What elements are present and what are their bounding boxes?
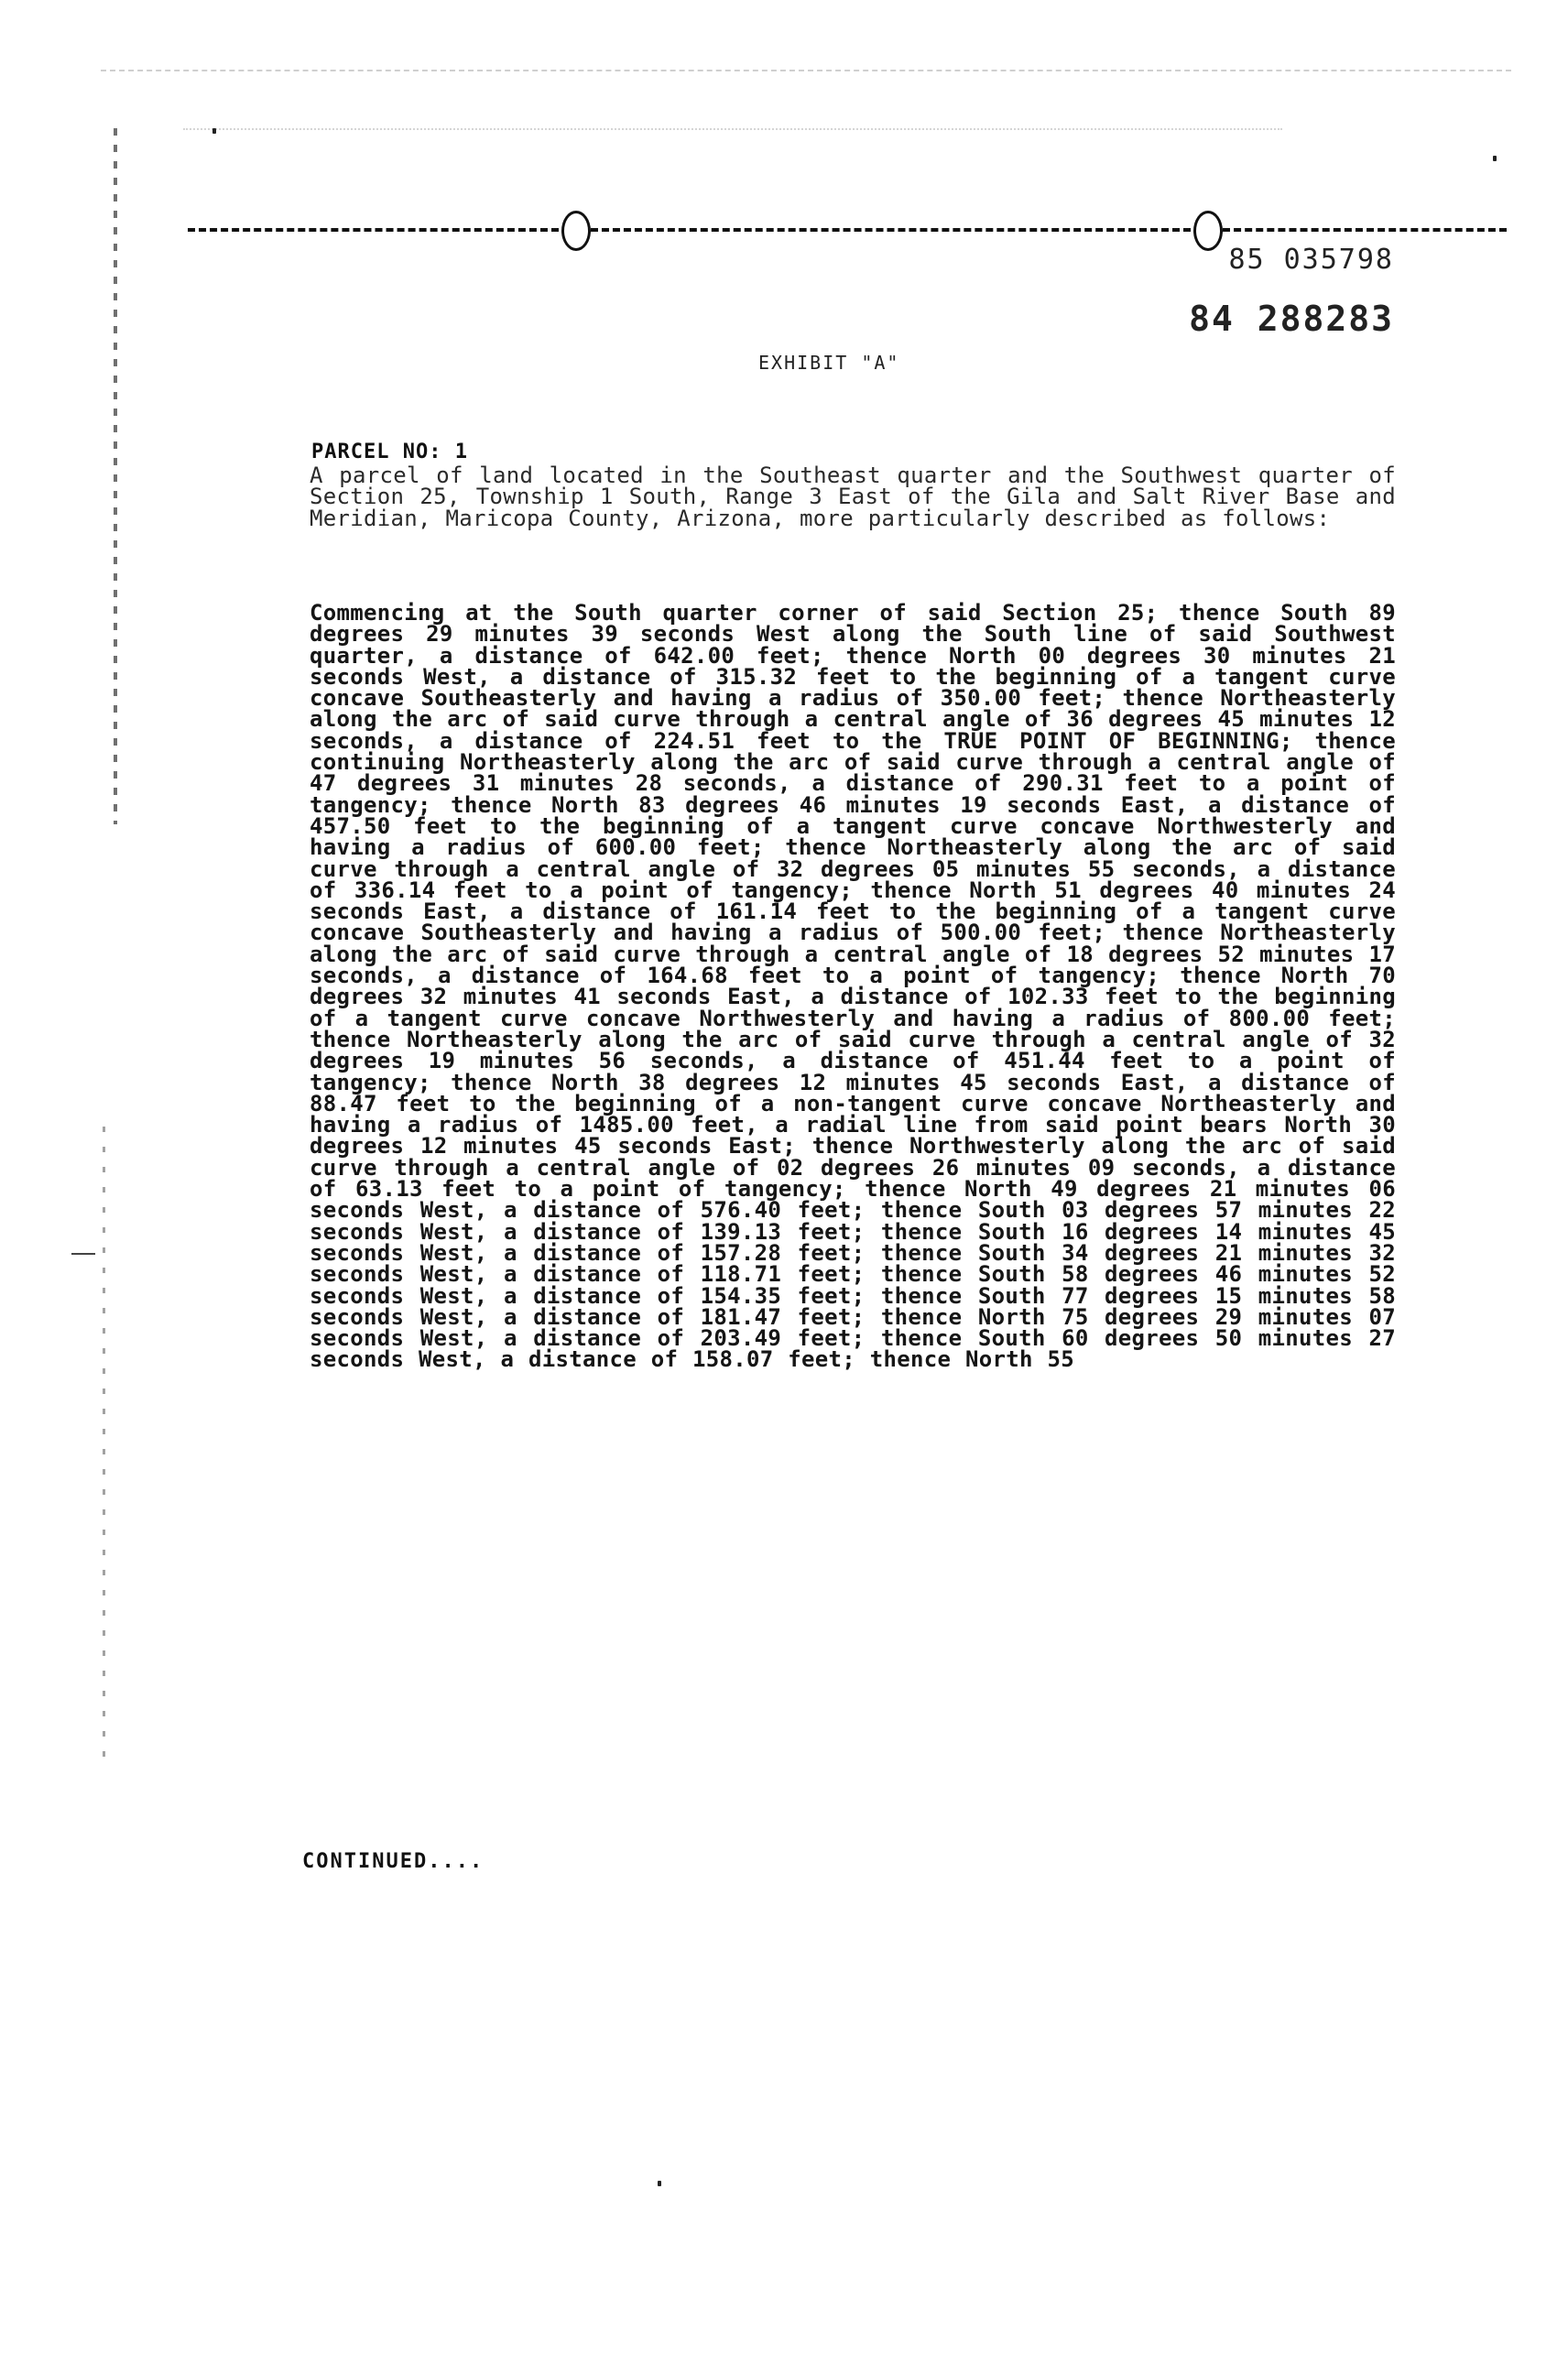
scan-artifact-side-tick <box>71 1253 95 1255</box>
recording-number-primary: 85 035798 <box>1228 244 1394 276</box>
punch-hole-icon <box>1193 211 1223 251</box>
scan-artifact-left-edge <box>114 128 117 824</box>
legal-description-paragraph: Commencing at the South quarter corner of said Section 25; thence South 89 degrees 29 minutes 39 seconds West along the South line of said Southwest quarter, a distance of 642.00 feet; thence North 00 degrees 30 minutes 21 seconds West, a distance of 315.32 feet to the beginning of a tangent curve concave Southeasterly and having a radius of 350.00 feet; thence Northeasterly along the arc of said curve through a central angle of 36 degrees 45 minutes 12 seconds, a distance of 224.51 feet to the TRUE POINT OF BEGINNING; thence continuing Northeasterly along the arc of said curve through a central angle of 47 degrees 31 minutes 28 seconds, a distance of 290.31 feet to a point of tangency; thence North 83 degrees 46 minutes 19 seconds East, a distance of 457.50 feet to the beginning of a tangent curve concave Northwesterly and having a radius of 600.00 feet; thence Northeasterly along the arc of said curve through a central angle of 32 degrees 05 minutes 55 seconds, a distance of 336.14 feet to a point of tangency; thence North 51 degrees 40 minutes 24 seconds East, a distance of 161.14 feet to the beginning of a tangent curve concave Southeasterly and having a radius of 500.00 feet; thence Northeasterly along the arc of said curve through a central angle of 18 degrees 52 minutes 17 seconds, a distance of 164.68 feet to a point of tangency; thence North 70 degrees 32 minutes 41 seconds East, a distance of 102.33 feet to the beginning of a tangent curve concave Northwesterly and having a radius of 800.00 feet; thence Northeasterly along the arc of said curve through a central angle of 32 degrees 19 minutes 56 seconds, a distance of 451.44 feet to a point of tangency; thence North 38 degrees 12 minutes 45 seconds East, a distance of 88.47 feet to the beginning of a non-tangent curve concave Northeasterly and having a radius of 1485.00 feet, a radial line from said point bears North 30 degrees 12 minutes 45 seconds East; thence Northwesterly along the arc of said curve through a central angle of 02 degrees 26 minutes 09 seconds, a distance of 63.13 feet to a point of tangency; thence North 49 degrees 21 minutes 06 seconds West, a distance of 576.40 feet; thence South 03 degrees 57 minutes 22 seconds West, a distance of 139.13 feet; thence South 16 degrees 14 minutes 45 seconds West, a distance of 157.28 feet; thence South 34 degrees 21 minutes 32 seconds West, a distance of 118.71 feet; thence South 58 degrees 46 minutes 52 seconds West, a distance of 154.35 feet; thence South 77 degrees 15 minutes 58 seconds West, a distance of 181.47 feet; thence North 75 degrees 29 minutes 07 seconds West, a distance of 203.49 feet; thence South 60 degrees 50 minutes 27 seconds West, a distance of 158.07 feet; thence North 55 <box>310 600 1396 1373</box>
continued-label: CONTINUED.... <box>302 1850 485 1873</box>
scan-speck <box>1493 156 1497 161</box>
recording-number-secondary: 84 288283 <box>1189 299 1394 339</box>
dashed-rule-segment <box>1223 228 1507 232</box>
scan-speck <box>658 2181 661 2186</box>
parcel-title: PARCEL NO: 1 <box>311 441 468 463</box>
scan-artifact-top-rule <box>101 70 1511 71</box>
scan-artifact-left-edge-lower <box>103 1127 105 1768</box>
punch-hole-rule <box>188 211 1507 247</box>
intro-paragraph: A parcel of land located in the Southeast quarter and the Southwest quarter of Section 25, Township 1 South, Range 3 East of the Gila and Salt River Base and Meridian, Maricopa County, Arizona, more particularly described as follows: <box>310 463 1396 531</box>
punch-hole-icon <box>561 211 591 251</box>
dashed-rule-segment <box>188 228 559 232</box>
scan-artifact-faint-line <box>183 128 1282 130</box>
scan-speck <box>212 128 216 134</box>
exhibit-label: EXHIBIT "A" <box>758 352 900 374</box>
dashed-rule-segment <box>591 228 1191 232</box>
